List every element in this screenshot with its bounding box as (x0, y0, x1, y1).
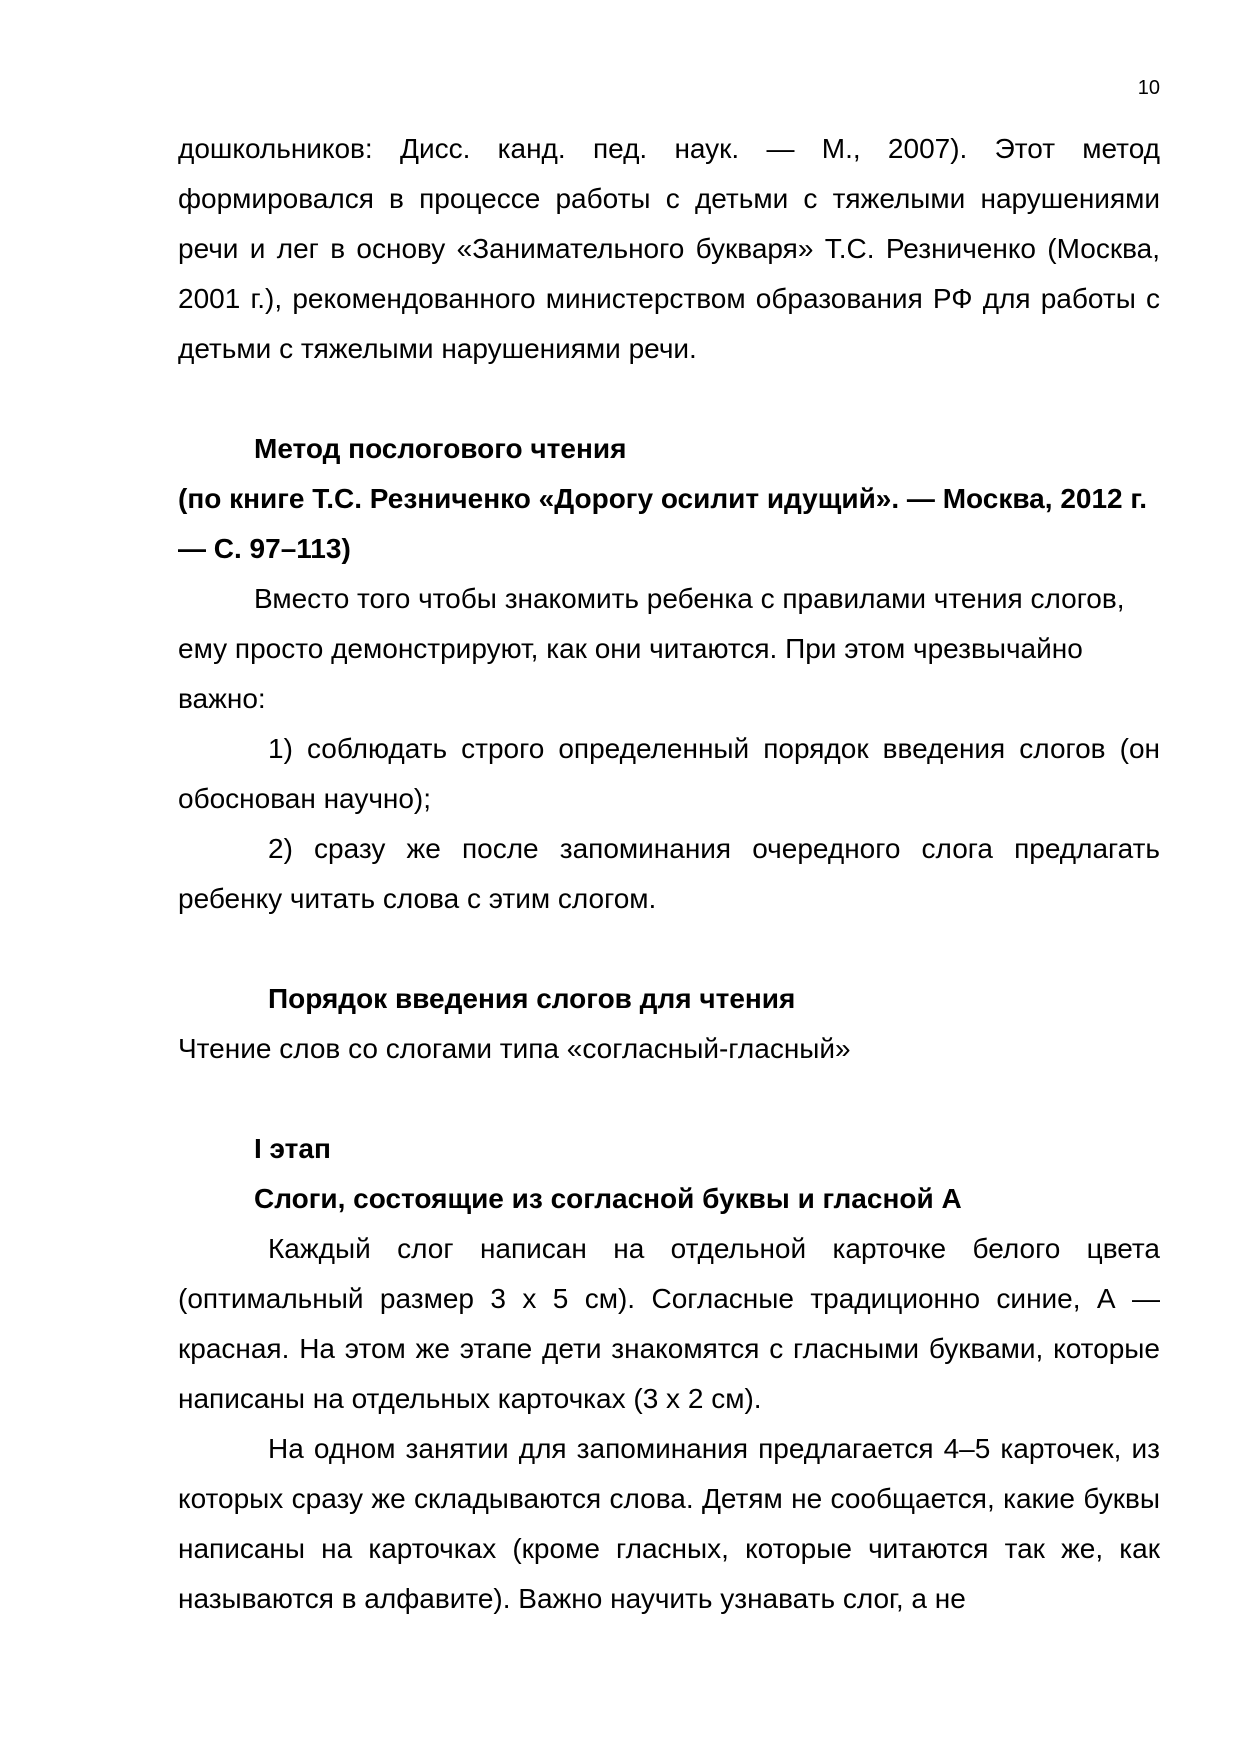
paragraph-cards: Каждый слог написан на отдельной карточке белого цвета (оптимальный размер 3 х 5 см). Согласные традиционно синие, А — красная. На этом же этапе дети знакомятся с гласными буквами, которые написаны на отдельных карточках (3 х 2 см). (178, 1233, 1160, 1414)
spacer (178, 374, 1160, 424)
subtitle-order: Чтение слов со слогами типа «согласный-гласный» (178, 1033, 851, 1064)
heading-order: Порядок введения слогов для чтения (268, 983, 796, 1014)
spacer (178, 1074, 1160, 1124)
paragraph-lesson: На одном занятии для запоминания предлагается 4–5 карточек, из которых сразу же складываются слова. Детям не сообщается, какие буквы написаны на карточках (кроме гласных, которые читаются так же, как называются в алфавите). Важно научить узнавать слог, а не (178, 1433, 1160, 1614)
list-item-1: 1) соблюдать строго определенный порядок введения слогов (он обоснован научно); (178, 733, 1160, 814)
heading-source: (по книге Т.С. Резниченко «Дорогу осилит идущий». — Москва, 2012 г. — С. 97–113) (178, 483, 1148, 564)
heading-method: Метод послогового чтения (254, 433, 627, 464)
page-body (178, 124, 1160, 1624)
heading-stage-title: Слоги, состоящие из согласной буквы и гласной А (254, 1183, 962, 1214)
heading-stage: I этап (254, 1133, 331, 1164)
paragraph-continuation: дошкольников: Дисс. канд. пед. наук. — М., 2007). Этот метод формировался в процессе работы с детьми с тяжелыми нарушениями речи и лег в основу «Занимательного букваря» Т.С. Резниченко (Москва, 2001 г.), рекомендованного министерством образования РФ для работы с детьми с тяжелыми нарушениями речи. (178, 133, 1160, 364)
list-item-2: 2) сразу же после запоминания очередного слога предлагать ребенку читать слова с этим слогом. (178, 833, 1160, 914)
page-number: 10 (1137, 77, 1160, 99)
spacer (178, 924, 1160, 974)
paragraph-intro: Вместо того чтобы знакомить ребенка с правилами чтения слогов, ему просто демонстрируют, как они читаются. При этом чрезвычайно важно: (178, 583, 1125, 714)
